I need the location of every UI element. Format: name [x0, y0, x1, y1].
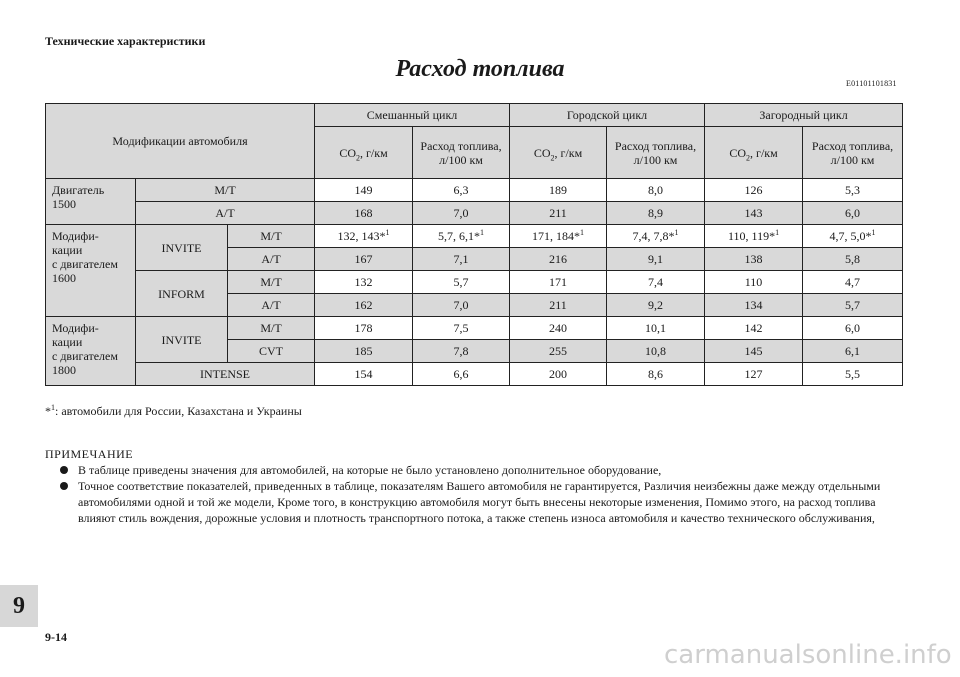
- table-row: [46, 317, 903, 340]
- transmission-cell: A/T: [228, 294, 315, 317]
- transmission-cell: A/T: [136, 202, 315, 225]
- table-cell: 9,1: [607, 248, 705, 271]
- table-cell: 7,8: [413, 340, 510, 363]
- table-row: [46, 179, 903, 202]
- table-cell: 240: [510, 317, 607, 340]
- document-code: E01101101831: [846, 79, 897, 88]
- table-cell: 110, 119*$^1$: [705, 225, 803, 248]
- engine-1500-label: Двигатель 1500: [46, 179, 136, 225]
- page-number: 9-14: [45, 630, 67, 644]
- table-header-row: [46, 104, 903, 127]
- table-cell: 162: [315, 294, 413, 317]
- table-cell: 8,0: [607, 179, 705, 202]
- watermark: carmanualsonline.info: [664, 640, 952, 670]
- highway-cycle-header: Загородный цикл: [705, 104, 903, 127]
- table-cell: 7,4, 7,8*$^1$: [607, 225, 705, 248]
- table-cell: 4,7, 5,0*$^1$: [803, 225, 903, 248]
- transmission-cell: M/T: [228, 271, 315, 294]
- table-cell: 6,3: [413, 179, 510, 202]
- table-cell: 8,9: [607, 202, 705, 225]
- table-cell: 154: [315, 363, 413, 386]
- table-cell: 110: [705, 271, 803, 294]
- note-list: [60, 462, 900, 526]
- table-cell: 4,7: [803, 271, 903, 294]
- table-cell: 7,4: [607, 271, 705, 294]
- page-title: Расход топлива: [395, 56, 565, 82]
- table-cell: 143: [705, 202, 803, 225]
- table-cell: 189: [510, 179, 607, 202]
- consumption-header: Расход топлива, л/100 км: [803, 127, 903, 179]
- table-cell: 200: [510, 363, 607, 386]
- table-row: [46, 271, 903, 294]
- table-cell: 171, 184*$^1$: [510, 225, 607, 248]
- table-cell: 255: [510, 340, 607, 363]
- table-cell: 145: [705, 340, 803, 363]
- table-cell: 168: [315, 202, 413, 225]
- table-cell: 167: [315, 248, 413, 271]
- table-cell: 10,1: [607, 317, 705, 340]
- table-cell: 171: [510, 271, 607, 294]
- fuel-consumption-table: [45, 103, 903, 386]
- table-cell: 127: [705, 363, 803, 386]
- section-title: Технические характеристики: [45, 34, 206, 48]
- transmission-cell: CVT: [228, 340, 315, 363]
- table-cell: 7,0: [413, 294, 510, 317]
- engine-1800-label: Модифи- кации с двигателем 1800: [46, 317, 136, 386]
- table-cell: 211: [510, 202, 607, 225]
- modifications-header: Модификации автомобиля: [46, 104, 315, 179]
- table-cell: 142: [705, 317, 803, 340]
- table-cell: 10,8: [607, 340, 705, 363]
- transmission-cell: M/T: [228, 317, 315, 340]
- table-cell: 132: [315, 271, 413, 294]
- table-cell: 138: [705, 248, 803, 271]
- table-cell: 185: [315, 340, 413, 363]
- list-item: Точное соответствие показателей, приведенных в таблице, показателям Вашего автомобиля не гарантируется, Различия неизбежны даже между отдельными автомобилями одной и той же модели, Кроме того, в конструкцию автомобиля могут быть внесены некоторые изменения, Помимо этого, на расход топлива влияют стиль вождения, дорожные условия и плотность транспортного потока, а также степень износа автомобиля и качество технического обслуживания,: [60, 478, 900, 526]
- table-cell: 5,7: [413, 271, 510, 294]
- table-cell: 5,7, 6,1*$^1$: [413, 225, 510, 248]
- trim-invite-label: INVITE: [136, 317, 228, 363]
- mixed-cycle-header: Смешанный цикл: [315, 104, 510, 127]
- table-cell: 6,0: [803, 317, 903, 340]
- transmission-cell: M/T: [136, 179, 315, 202]
- co2-header: $CO_2$, г/км: [510, 127, 607, 179]
- trim-inform-label: INFORM: [136, 271, 228, 317]
- table-cell: 216: [510, 248, 607, 271]
- table-cell: 7,5: [413, 317, 510, 340]
- table-cell: 8,6: [607, 363, 705, 386]
- table-cell: 5,7: [803, 294, 903, 317]
- engine-1600-label: Модифи- кации с двигателем 1600: [46, 225, 136, 317]
- list-item: В таблице приведены значения для автомобилей, на которые не было установлено дополнительное оборудование,: [60, 462, 900, 478]
- consumption-header: Расход топлива, л/100 км: [607, 127, 705, 179]
- table-cell: 6,0: [803, 202, 903, 225]
- transmission-cell: A/T: [228, 248, 315, 271]
- table-cell: 9,2: [607, 294, 705, 317]
- table-cell: 5,8: [803, 248, 903, 271]
- co2-header: $CO_2$, г/км: [315, 127, 413, 179]
- table-cell: 126: [705, 179, 803, 202]
- table-cell: 132, 143*$^1$: [315, 225, 413, 248]
- bullet-icon: [60, 466, 68, 474]
- table-cell: 6,1: [803, 340, 903, 363]
- table-cell: 211: [510, 294, 607, 317]
- table-row: [46, 225, 903, 248]
- table-cell: 149: [315, 179, 413, 202]
- table-row: [46, 363, 903, 386]
- footnote: *$^1$: автомобили для России, Казахстана и Украины: [45, 403, 302, 418]
- city-cycle-header: Городской цикл: [510, 104, 705, 127]
- table-cell: 5,5: [803, 363, 903, 386]
- bullet-icon: [60, 482, 68, 490]
- transmission-cell: M/T: [228, 225, 315, 248]
- table-cell: 7,0: [413, 202, 510, 225]
- consumption-header: Расход топлива, л/100 км: [413, 127, 510, 179]
- note-title: ПРИМЕЧАНИЕ: [45, 447, 134, 461]
- table-row: [46, 202, 903, 225]
- table-cell: 7,1: [413, 248, 510, 271]
- co2-header: $CO_2$, г/км: [705, 127, 803, 179]
- trim-invite-label: INVITE: [136, 225, 228, 271]
- table-cell: 178: [315, 317, 413, 340]
- chapter-tab: 9: [0, 585, 38, 627]
- table-cell: 134: [705, 294, 803, 317]
- trim-intense-label: INTENSE: [136, 363, 315, 386]
- table-cell: 5,3: [803, 179, 903, 202]
- table-cell: 6,6: [413, 363, 510, 386]
